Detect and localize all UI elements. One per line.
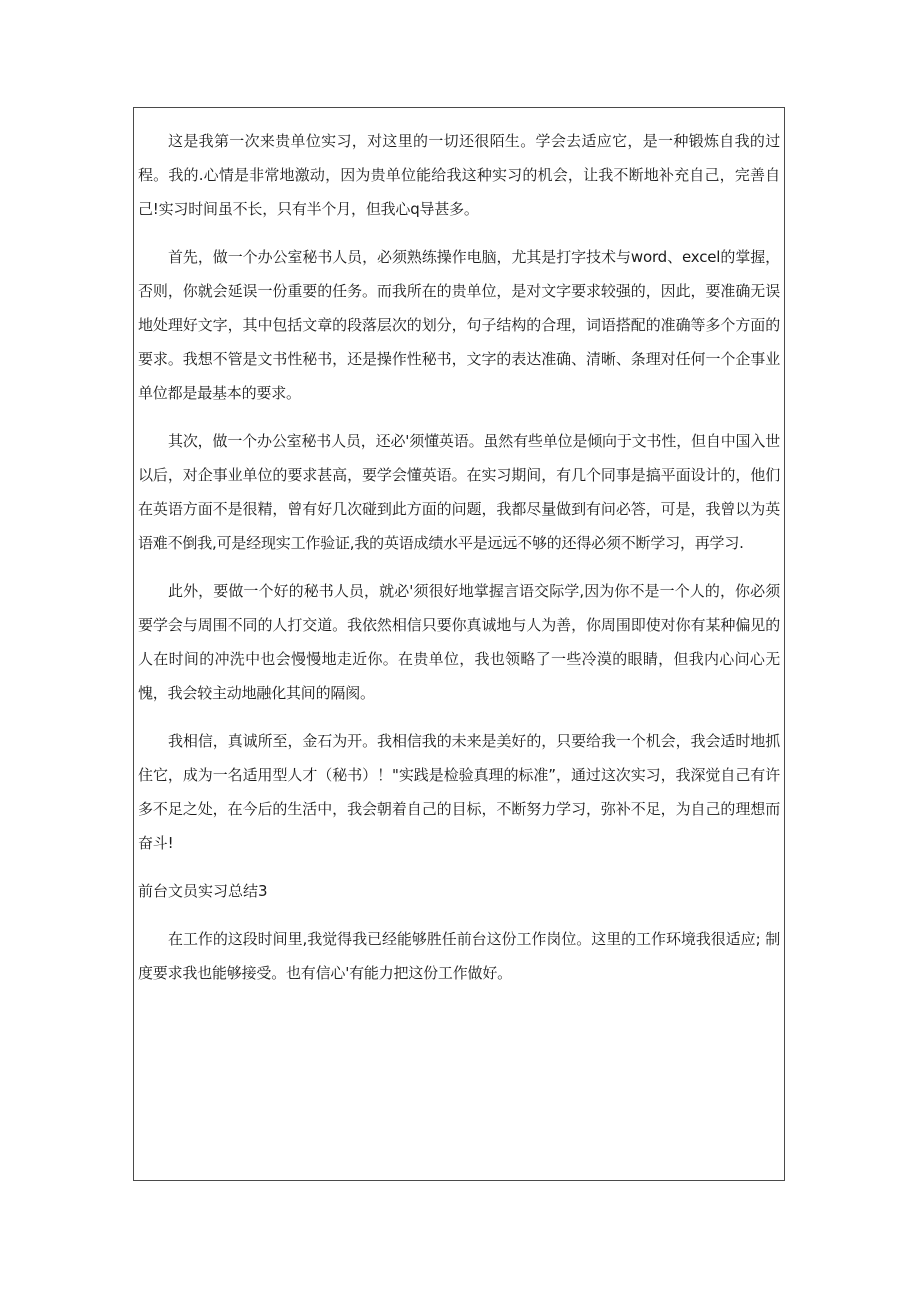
paragraph-gap — [138, 908, 780, 922]
paragraph-2: 首先，做一个办公室秘书人员，必须熟练操作电脑，尤其是打字技术与word、excel的掌握，否则，你就会延误一份重要的任务。而我所在的贵单位，是对文字要求较强的，因此，要准确无误地处理好文字，其中包括文章的段落层次的划分，句子结构的合理，词语搭配的准确等多个方面的要求。我想不管是文书性秘书，还是操作性秘书，文字的表达准确、清晰、条理对任何一个企事业单位都是最基本的要求。 — [138, 248, 780, 402]
paragraph-3: 其次，做一个办公室秘书人员，还必'须懂英语。虽然有些单位是倾向于文书性，但自中国入世以后，对企事业单位的要求甚高，要学会懂英语。在实习期间，有几个同事是搞平面设计的，他们在英语方面不是很精，曾有好几次碰到此方面的问题，我都尽量做到有问必答，可是，我曾以为英语难不倒我,可是经现实工作验证,我的英语成绩水平是远远不够的还得必须不断学习，再学习. — [138, 432, 780, 552]
paragraph-5: 我相信，真诚所至，金石为开。我相信我的未来是美好的，只要给我一个机会，我会适时地抓住它，成为一名适用型人才（秘书）！"实践是检验真理的标准”，通过这次实习，我深觉自己有许多不足之处，在今后的生活中，我会朝着自己的目标，不断努力学习，弥补不足，为自己的理想而奋斗! — [138, 732, 780, 852]
paragraph-gap — [138, 410, 780, 424]
paragraph-gap — [138, 560, 780, 574]
paragraph-gap — [138, 860, 780, 874]
paragraph-gap — [138, 226, 780, 240]
paragraph-1: 这是我第一次来贵单位实习，对这里的一切还很陌生。学会去适应它，是一种锻炼自我的过程。我的.心情是非常地激动，因为贵单位能给我这种实习的机会，让我不断地补充自己，完善自己!实习时间虽不长，只有半个月，但我心q导甚多。 — [138, 132, 780, 218]
document-body — [138, 124, 780, 990]
section-heading: 前台文员实习总结3 — [138, 882, 268, 900]
page-frame — [133, 107, 785, 1181]
closing-paragraph: 在工作的这段时间里,我觉得我已经能够胜任前台这份工作岗位。这里的工作环境我很适应; 制度要求我也能够接受。也有信心'有能力把这份工作做好。 — [138, 930, 780, 982]
paragraph-4: 此外，要做一个好的秘书人员，就必'须很好地掌握言语交际学,因为你不是一个人的，你必须要学会与周围不同的人打交道。我依然相信只要你真诚地与人为善，你周围即使对你有某种偏见的人在时间的冲洗中也会慢慢地走近你。在贵单位，我也领略了一些冷漠的眼睛，但我内心问心无愧，我会较主动地融化其间的隔阂。 — [138, 582, 780, 702]
paragraph-gap — [138, 710, 780, 724]
